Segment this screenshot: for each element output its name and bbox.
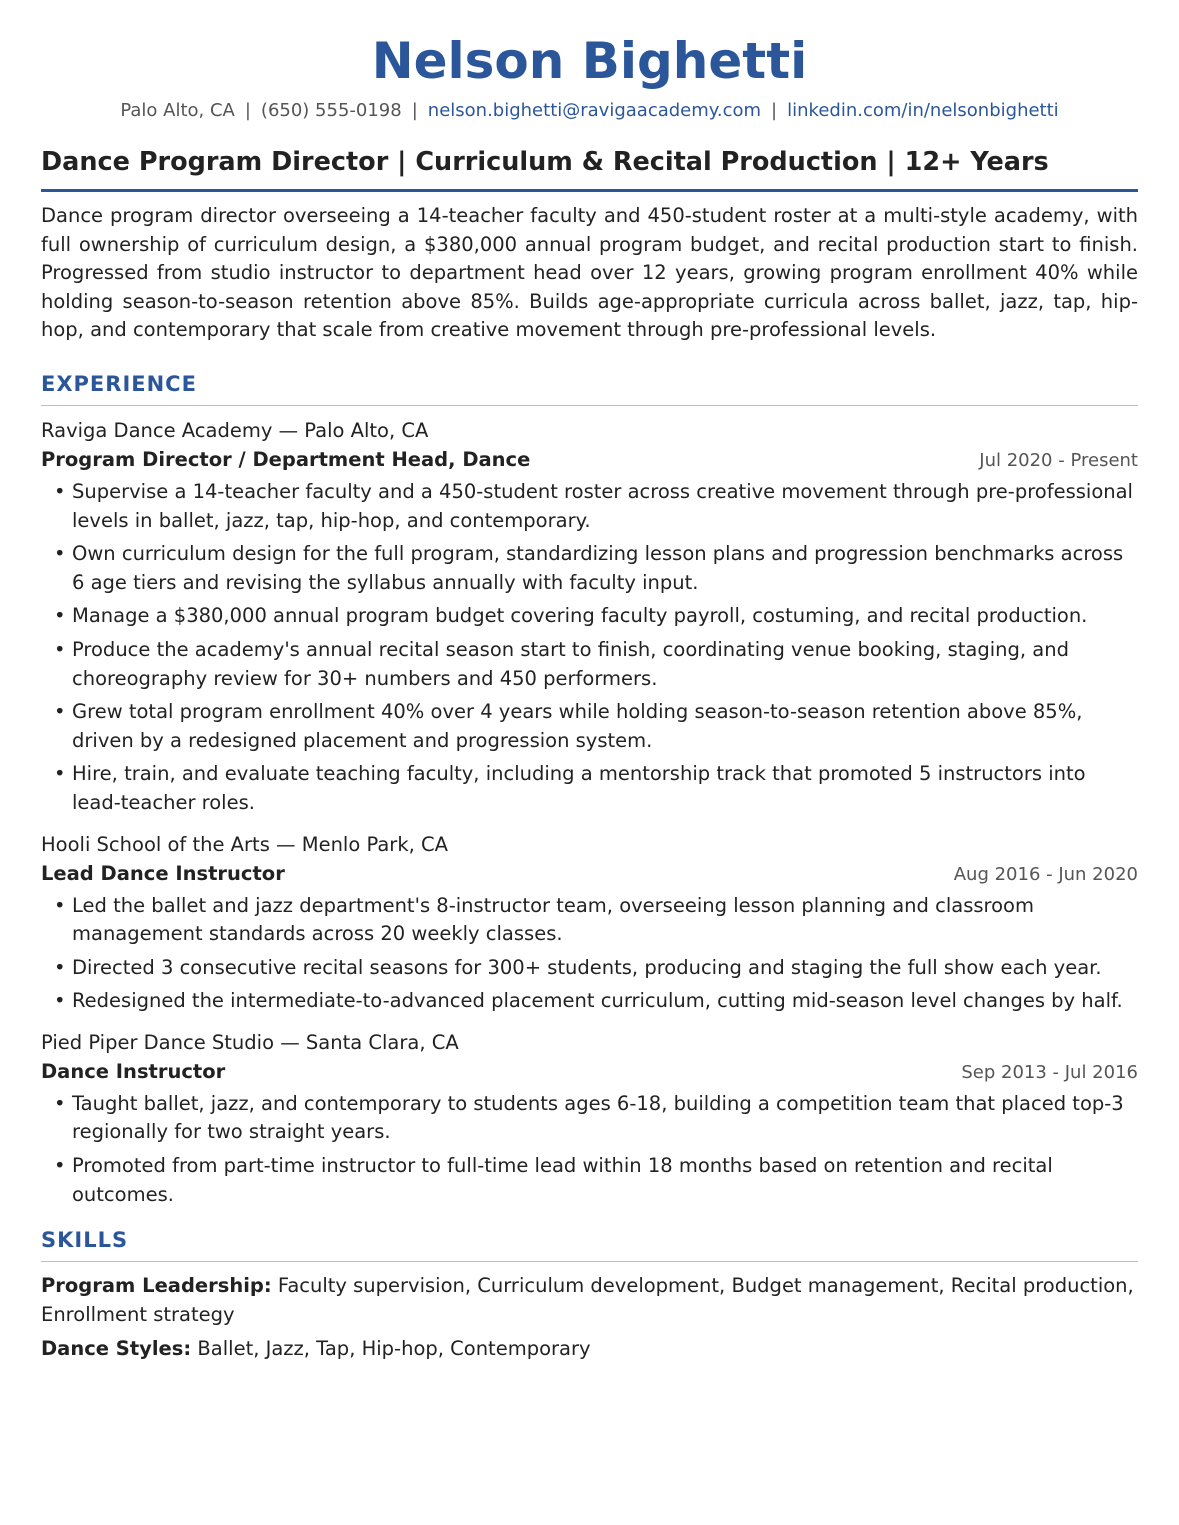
job-bullet: • Redesigned the intermediate-to-advanced placement curriculum, cutting mid-season level changes by half. [41, 987, 1138, 1016]
phone: (650) 555-0198 [260, 100, 402, 121]
job-bullet: • Led the ballet and jazz department's 8-instructor team, overseeing lesson planning and classroom management standards across 20 weekly classes. [41, 892, 1138, 949]
contact-separator: | [771, 100, 778, 121]
job-entry [41, 830, 1138, 1016]
linkedin-link[interactable]: linkedin.com/in/nelsonbighetti [787, 100, 1059, 121]
skill-group-value: Faculty supervision, Curriculum development, Budget management, Recital production, Enrollment strategy [41, 1274, 1134, 1326]
experience-list [41, 416, 1138, 1209]
job-bullets [41, 1090, 1138, 1209]
skill-group-value: Ballet, Jazz, Tap, Hip-hop, Contemporary [197, 1337, 591, 1361]
job-dates: Aug 2016 - Jun 2020 [953, 863, 1138, 885]
job-bullet: • Promoted from part-time instructor to full-time lead within 18 months based on retention and recital outcomes. [41, 1152, 1138, 1209]
contact-separator: | [411, 100, 418, 121]
job-role: Lead Dance Instructor [41, 861, 285, 885]
experience-section-title: EXPERIENCE [41, 369, 1138, 406]
job-bullet: • Manage a $380,000 annual program budget covering faculty payroll, costuming, and recital production. [41, 602, 1138, 631]
email-link[interactable]: nelson.bighetti@ravigaacademy.com [427, 100, 762, 121]
skill-group [41, 1335, 1138, 1364]
job-role-row [41, 445, 1138, 475]
job-entry [41, 1028, 1138, 1209]
job-entry [41, 416, 1138, 818]
summary: Dance program director overseeing a 14-teacher faculty and 450-student roster at a multi-style academy, with full ownership of curriculum design, a $380,000 annual program budget, and recital production start to finish. Progressed from studio instructor to department head over 12 years, growing program enrollment 40% while holding season-to-season retention above 85%. Builds age-appropriate curricula across ballet, jazz, tap, hip-hop, and contemporary that scale from creative movement through pre-professional levels. [41, 204, 1138, 342]
skills-section-title: SKILLS [41, 1225, 1138, 1262]
job-bullet: • Taught ballet, jazz, and contemporary to students ages 6-18, building a competition team that placed top-3 regionally for two straight years. [41, 1090, 1138, 1147]
job-company: Pied Piper Dance Studio — Santa Clara, CA [41, 1030, 459, 1054]
job-bullet: • Directed 3 consecutive recital seasons for 300+ students, producing and staging the full show each year. [41, 954, 1138, 983]
contact-separator: | [244, 100, 251, 121]
job-bullets [41, 478, 1138, 818]
job-role-row [41, 1057, 1138, 1087]
job-bullet: • Hire, train, and evaluate teaching faculty, including a mentorship track that promoted 5 instructors into lead-teacher roles. [41, 760, 1138, 817]
job-bullet: • Own curriculum design for the full program, standardizing lesson plans and progression benchmarks across 6 age tiers and revising the syllabus annually with faculty input. [41, 540, 1138, 597]
location: Palo Alto, CA [120, 100, 235, 121]
skill-group [41, 1272, 1138, 1329]
job-dates: Sep 2013 - Jul 2016 [961, 1061, 1138, 1083]
job-role-row [41, 859, 1138, 889]
job-role: Dance Instructor [41, 1059, 226, 1083]
contact-line [41, 97, 1138, 125]
job-company: Hooli School of the Arts — Menlo Park, CA [41, 832, 448, 856]
headline: Dance Program Director | Curriculum & Recital Production | 12+ Years [41, 145, 1138, 192]
job-bullets [41, 892, 1138, 1016]
job-bullet: • Grew total program enrollment 40% over 4 years while holding season-to-season retention above 85%, driven by a redesigned placement and progression system. [41, 698, 1138, 755]
skill-group-label: Dance Styles: [41, 1337, 192, 1361]
candidate-name: Nelson Bighetti [371, 32, 808, 90]
skill-group-label: Program Leadership: [41, 1274, 272, 1298]
job-role: Program Director / Department Head, Dance [41, 447, 531, 471]
job-dates: Jul 2020 - Present [979, 449, 1138, 471]
job-bullet: • Supervise a 14-teacher faculty and a 450-student roster across creative movement through pre-professional levels in ballet, jazz, tap, hip-hop, and contemporary. [41, 478, 1138, 535]
job-company: Raviga Dance Academy — Palo Alto, CA [41, 418, 429, 442]
job-bullet: • Produce the academy's annual recital season start to finish, coordinating venue booking, staging, and choreography review for 30+ numbers and 450 performers. [41, 636, 1138, 693]
skills-list [41, 1272, 1138, 1364]
